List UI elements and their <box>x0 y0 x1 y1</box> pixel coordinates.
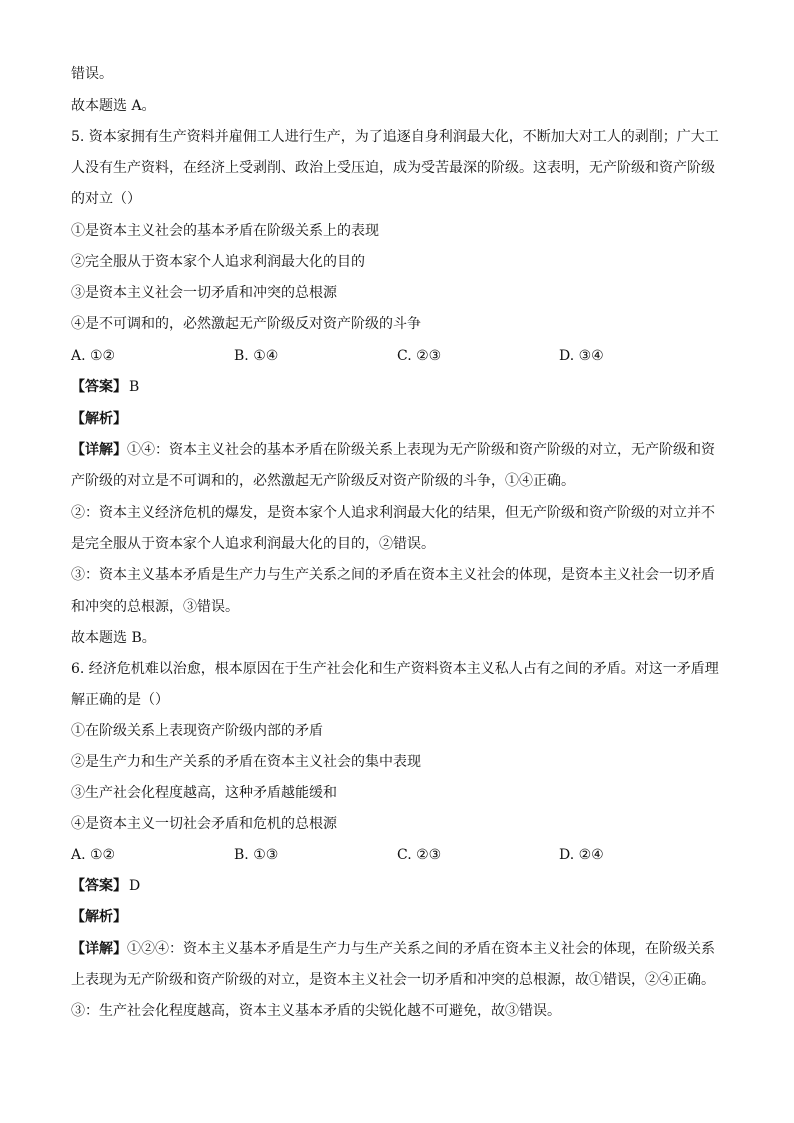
q6-detail-line-3: ③：生产社会化程度越高，资本主义基本矛盾的尖锐化越不可避免，故③错误。 <box>71 1003 561 1019</box>
q5-stem-line-1: 5. 资本家拥有生产资料并雇佣工人进行生产，为了追逐自身利润最大化，不断加大对工人的剥削；广大工 <box>71 129 719 145</box>
answer-value: B <box>129 379 140 395</box>
q5-option-b: B. ①④ <box>234 348 279 364</box>
q5-stem-line-3: 的对立（） <box>71 191 141 207</box>
q6-stem-line-2: 解正确的是（） <box>71 692 169 708</box>
q6-detail-line-2: 上表现为无产阶级和资产阶级的对立，是资本主义社会一切矛盾和冲突的总根源，故①错误，②④正确。 <box>71 972 715 988</box>
q6-option-c: C. ②③ <box>397 847 442 863</box>
q5-detail-line-1 <box>71 440 731 460</box>
answer-label: 【答案】 <box>71 379 127 395</box>
q5-option-a: A. ①② <box>71 348 116 364</box>
q6-statement-3: ③生产社会化程度越高，这种矛盾越能缓和 <box>71 785 337 801</box>
q5-statement-2: ②完全服从于资本家个人追求利润最大化的目的 <box>71 254 365 270</box>
q5-detail-line-6: 和冲突的总根源，③错误。 <box>71 599 239 615</box>
text-line: 错误。 <box>71 66 113 82</box>
conclusion-line: 故本题选 A。 <box>71 98 156 114</box>
analysis-label: 【解析】 <box>71 909 127 925</box>
q5-option-c: C. ②③ <box>397 348 442 364</box>
q6-option-a: A. ①② <box>71 847 116 863</box>
answer-value: D <box>129 878 141 894</box>
q6-statement-2: ②是生产力和生产关系的矛盾在资本主义社会的集中表现 <box>71 754 421 770</box>
q6-statement-1: ①在阶级关系上表现资产阶级内部的矛盾 <box>71 723 323 739</box>
q6-option-b: B. ①③ <box>234 847 279 863</box>
q6-stem-line-1: 6. 经济危机难以治愈，根本原因在于生产社会化和生产资料资本主义私人占有之间的矛盾。对这一矛盾理 <box>71 661 719 677</box>
analysis-label: 【解析】 <box>71 411 127 427</box>
q5-detail-line-2: 产阶级的对立是不可调和的，必然激起无产阶级反对资产阶级的斗争，①④正确。 <box>71 473 575 489</box>
detail-label: 【详解】 <box>71 442 127 458</box>
q5-analysis <box>71 409 731 429</box>
answer-label: 【答案】 <box>71 878 127 894</box>
detail-text: ①④：资本主义社会的基本矛盾在阶级关系上表现为无产阶级和资产阶级的对立，无产阶级和资 <box>127 442 715 458</box>
q5-detail-line-3: ②：资本主义经济危机的爆发，是资本家个人追求利润最大化的结果，但无产阶级和资产阶级的对立并不 <box>71 505 715 521</box>
q6-answer <box>71 876 731 896</box>
q6-statement-4: ④是资本主义一切社会矛盾和危机的总根源 <box>71 816 337 832</box>
q6-option-d: D. ②④ <box>559 847 604 863</box>
q5-answer <box>71 377 731 397</box>
q5-option-d: D. ③④ <box>559 348 604 364</box>
q5-statement-4: ④是不可调和的，必然激起无产阶级反对资产阶级的斗争 <box>71 316 421 332</box>
detail-label: 【详解】 <box>71 941 127 957</box>
detail-text: ①②④：资本主义基本矛盾是生产力与生产关系之间的矛盾在资本主义社会的体现，在阶级关系 <box>127 941 715 957</box>
q5-statement-1: ①是资本主义社会的基本矛盾在阶级关系上的表现 <box>71 223 379 239</box>
q5-detail-line-4: 是完全服从于资本家个人追求利润最大化的目的，②错误。 <box>71 536 435 552</box>
q5-stem-line-2: 人没有生产资料，在经济上受剥削、政治上受压迫，成为受苦最深的阶级。这表明，无产阶级和资产阶级 <box>71 160 715 176</box>
q5-conclusion: 故本题选 B。 <box>71 630 156 646</box>
q6-analysis <box>71 907 731 927</box>
q6-detail-line-1 <box>71 939 731 959</box>
q5-detail-line-5: ③：资本主义基本矛盾是生产力与生产关系之间的矛盾在资本主义社会的体现，是资本主义社会一切矛盾 <box>71 567 715 583</box>
q5-statement-3: ③是资本主义社会一切矛盾和冲突的总根源 <box>71 285 337 301</box>
